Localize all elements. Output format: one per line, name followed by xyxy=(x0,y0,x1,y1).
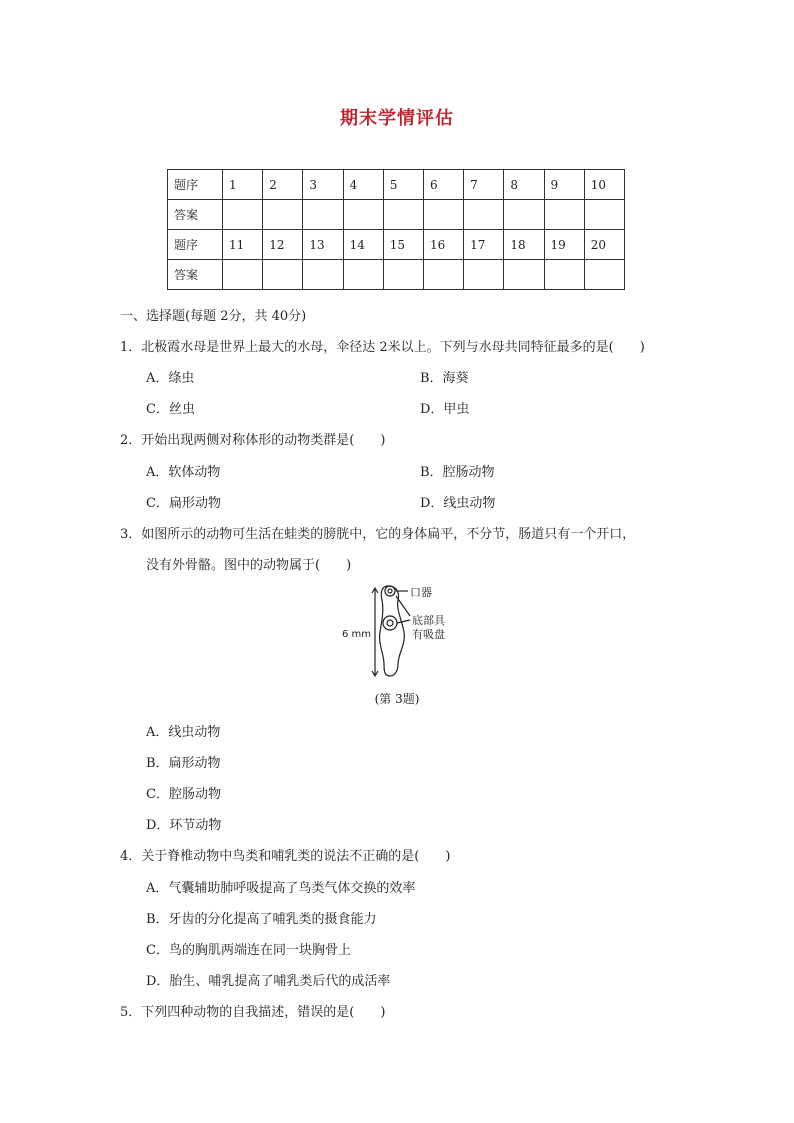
question-number-cell: 3 xyxy=(303,170,343,200)
question-5-stem: 5．下列四种动物的自我描述，错误的是( ) xyxy=(120,1005,386,1020)
section-heading: 一、选择题(每题 2分，共 40分) xyxy=(120,309,307,324)
answer-table-row xyxy=(168,230,625,260)
answer-cell[interactable] xyxy=(383,260,423,290)
question-number-cell: 15 xyxy=(383,230,423,260)
question-4-stem: 4．关于脊椎动物中鸟类和哺乳类的说法不正确的是( ) xyxy=(120,849,451,864)
figure-label-sucker-line1: 底部具 xyxy=(412,614,445,627)
q1-option-a: A．绦虫 xyxy=(146,371,195,386)
question-number-cell: 8 xyxy=(504,170,544,200)
q4-option-b: B．牙齿的分化提高了哺乳类的摄食能力 xyxy=(146,912,377,927)
question-number-cell: 11 xyxy=(223,230,263,260)
answer-cell[interactable] xyxy=(343,260,383,290)
answer-cell[interactable] xyxy=(504,260,544,290)
answer-table-row xyxy=(168,200,625,230)
question-number-cell: 7 xyxy=(464,170,504,200)
answer-cell[interactable] xyxy=(263,200,303,230)
answer-cell[interactable] xyxy=(544,260,584,290)
q3-option-b: B．扁形动物 xyxy=(146,756,221,771)
q3-option-d: D．环节动物 xyxy=(146,818,222,833)
q4-option-a: A．气囊辅助肺呼吸提高了鸟类气体交换的效率 xyxy=(146,881,416,896)
question-1-stem: 1．北极霞水母是世界上最大的水母，伞径达 2米以上。下列与水母共同特征最多的是( ) xyxy=(120,340,645,355)
answer-cell[interactable] xyxy=(263,260,303,290)
answer-cell[interactable] xyxy=(584,200,624,230)
question-number-cell: 1 xyxy=(223,170,263,200)
answer-cell[interactable] xyxy=(504,200,544,230)
answer-cell[interactable] xyxy=(383,200,423,230)
question-number-cell: 19 xyxy=(544,230,584,260)
question-3-stem: 3．如图所示的动物可生活在蛙类的膀胱中，它的身体扁平，不分节，肠道只有一个开口， xyxy=(120,527,636,542)
q4-option-c: C．鸟的胸肌两端连在同一块胸骨上 xyxy=(146,943,351,958)
figure-label-size: 6 mm xyxy=(342,629,372,640)
answer-table-row xyxy=(168,170,625,200)
answer-cell[interactable] xyxy=(464,260,504,290)
answer-cell[interactable] xyxy=(423,260,463,290)
question-number-cell: 20 xyxy=(584,230,624,260)
question-number-cell: 12 xyxy=(263,230,303,260)
answer-cell[interactable] xyxy=(343,200,383,230)
q1-option-d: D．甲虫 xyxy=(420,402,470,417)
question-number-cell: 5 xyxy=(383,170,423,200)
answer-cell[interactable] xyxy=(303,260,343,290)
q2-option-b: B．腔肠动物 xyxy=(420,465,495,480)
answer-cell[interactable] xyxy=(464,200,504,230)
question-number-cell: 9 xyxy=(544,170,584,200)
table-row-label: 题序 xyxy=(168,230,223,260)
page-title: 期末学情评估 xyxy=(340,108,454,129)
question-number-cell: 17 xyxy=(464,230,504,260)
q2-option-d: D．线虫动物 xyxy=(420,496,496,511)
q2-option-a: A．软体动物 xyxy=(146,465,221,480)
figure-label-sucker-line2: 有吸盘 xyxy=(412,628,445,641)
q3-option-a: A．线虫动物 xyxy=(146,725,221,740)
q2-option-c: C．扁形动物 xyxy=(146,496,221,511)
answer-cell[interactable] xyxy=(223,260,263,290)
table-row-label: 题序 xyxy=(168,170,223,200)
question-number-cell: 14 xyxy=(343,230,383,260)
figure-label-mouth: 口器 xyxy=(410,586,432,599)
question-3-stem-continued: 没有外骨骼。图中的动物属于( ) xyxy=(146,558,352,573)
question-number-cell: 16 xyxy=(423,230,463,260)
q1-option-c: C．丝虫 xyxy=(146,402,195,417)
question-2-stem: 2．开始出现两侧对称体形的动物类群是( ) xyxy=(120,433,386,448)
question-number-cell: 4 xyxy=(343,170,383,200)
answer-table-row xyxy=(168,260,625,290)
answer-cell[interactable] xyxy=(544,200,584,230)
question-number-cell: 13 xyxy=(303,230,343,260)
table-row-label: 答案 xyxy=(168,260,223,290)
figure-caption: (第 3题) xyxy=(374,692,420,706)
question-number-cell: 10 xyxy=(584,170,624,200)
question-number-cell: 2 xyxy=(263,170,303,200)
answer-cell[interactable] xyxy=(423,200,463,230)
q3-option-c: C．腔肠动物 xyxy=(146,787,221,802)
answer-cell[interactable] xyxy=(223,200,263,230)
question-number-cell: 6 xyxy=(423,170,463,200)
answer-cell[interactable] xyxy=(584,260,624,290)
table-row-label: 答案 xyxy=(168,200,223,230)
answer-table xyxy=(167,169,625,290)
q1-option-b: B．海葵 xyxy=(420,371,469,386)
answer-cell[interactable] xyxy=(303,200,343,230)
question-number-cell: 18 xyxy=(504,230,544,260)
q4-option-d: D．胎生、哺乳提高了哺乳类后代的成活率 xyxy=(146,974,391,989)
